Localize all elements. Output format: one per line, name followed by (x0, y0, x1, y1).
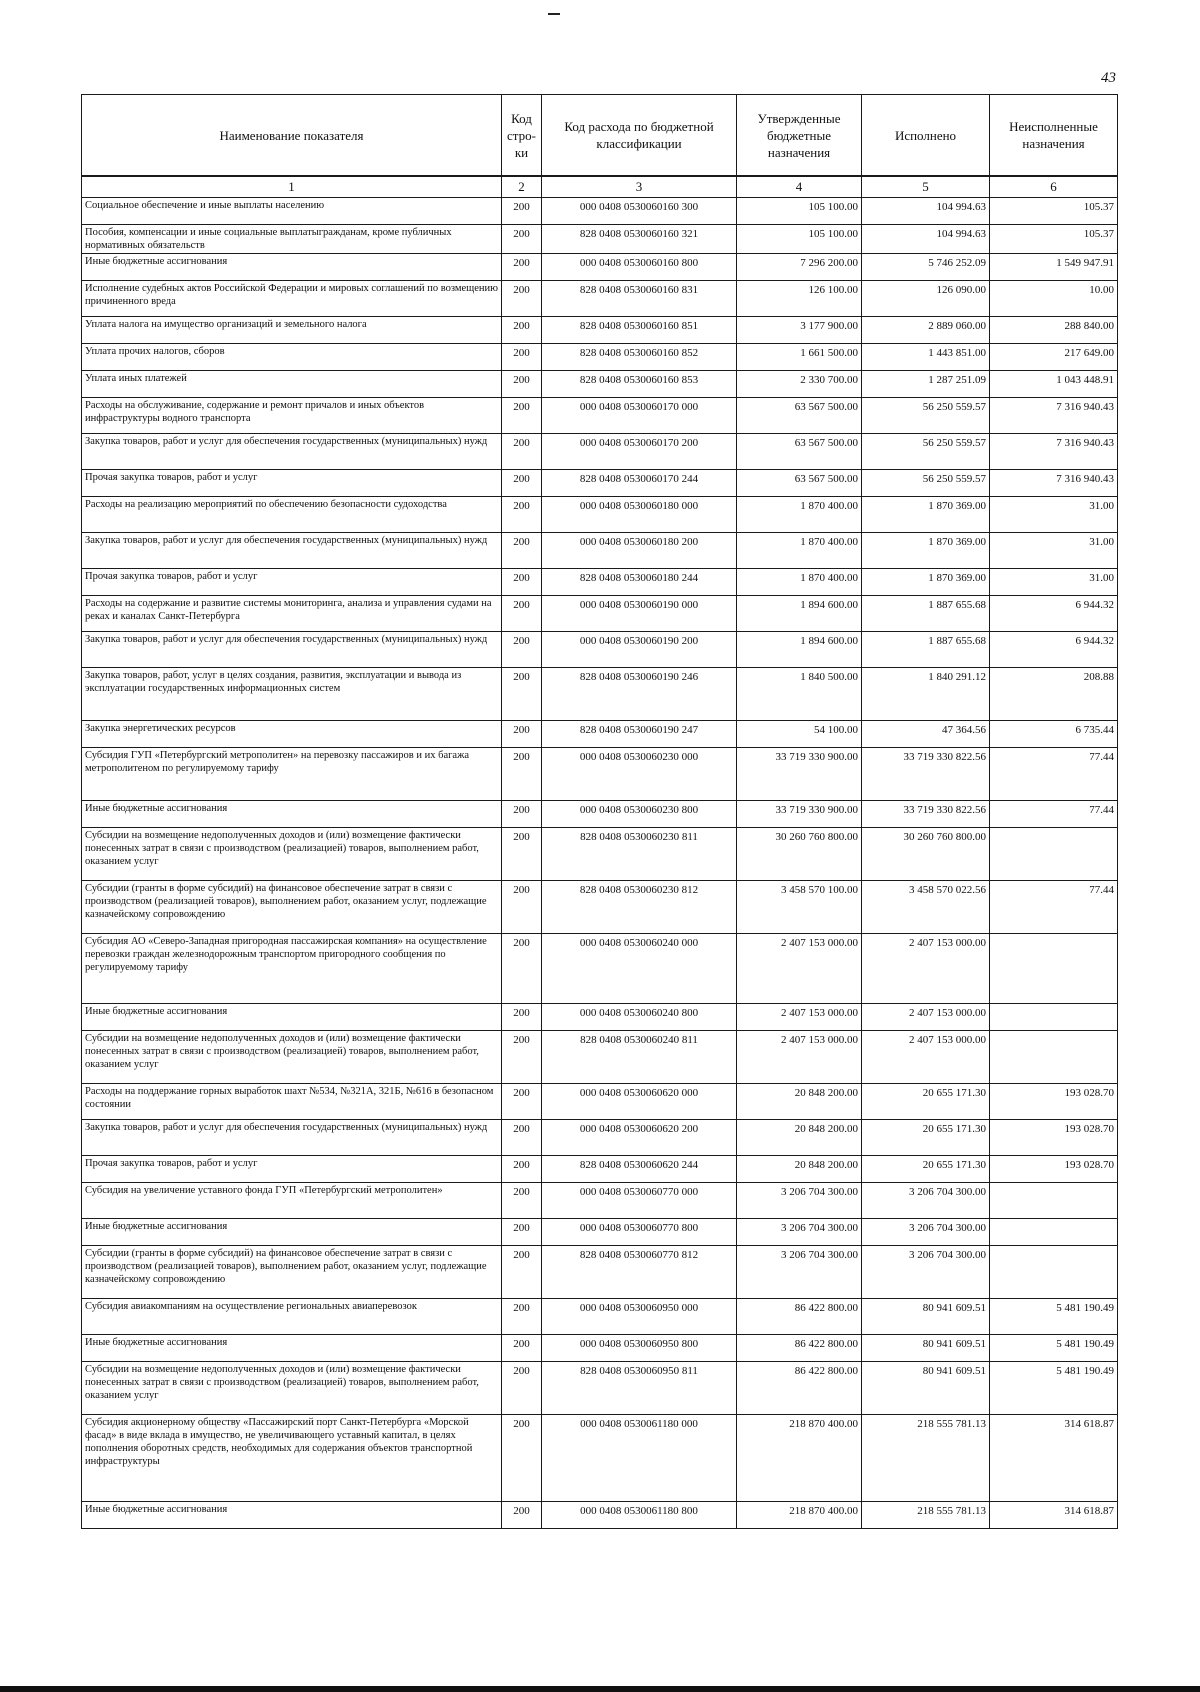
row-approved-cell: 86 422 800.00 (737, 1299, 862, 1335)
column-number: 2 (502, 176, 542, 198)
row-kbk-cell: 000 0408 0530061180 000 (542, 1415, 737, 1502)
row-name-cell: Иные бюджетные ассигнования (82, 1004, 502, 1031)
table-row (82, 748, 1118, 801)
row-approved-cell: 218 870 400.00 (737, 1415, 862, 1502)
row-kbk-cell: 000 0408 0530060620 200 (542, 1120, 737, 1156)
row-approved-cell: 2 407 153 000.00 (737, 934, 862, 1004)
row-kbk-cell: 828 0408 0530060620 244 (542, 1156, 737, 1183)
row-unexecuted-cell: 193 028.70 (990, 1084, 1118, 1120)
row-executed-cell: 33 719 330 822.56 (862, 801, 990, 828)
table-row (82, 533, 1118, 569)
row-name-cell: Иные бюджетные ассигнования (82, 1502, 502, 1529)
row-name-cell: Уплата иных платежей (82, 371, 502, 398)
page-number: 43 (1101, 70, 1116, 86)
row-unexecuted-cell (990, 1031, 1118, 1084)
table-row (82, 569, 1118, 596)
row-name-cell: Субсидии на возмещение недополученных доходов и (или) возмещение фактически понесенных затрат в связи с производством (реализацией) товаров, выполнением работ, оказанием услуг (82, 1031, 502, 1084)
row-unexecuted-cell: 31.00 (990, 497, 1118, 533)
row-code-cell: 200 (502, 225, 542, 254)
row-kbk-cell: 828 0408 0530060160 831 (542, 281, 737, 317)
row-code-cell: 200 (502, 470, 542, 497)
row-kbk-cell: 828 0408 0530060230 812 (542, 881, 737, 934)
row-kbk-cell: 828 0408 0530060170 244 (542, 470, 737, 497)
row-executed-cell: 80 941 609.51 (862, 1362, 990, 1415)
row-approved-cell: 33 719 330 900.00 (737, 748, 862, 801)
row-executed-cell: 1 870 369.00 (862, 533, 990, 569)
table-row (82, 1031, 1118, 1084)
row-code-cell: 200 (502, 632, 542, 668)
row-executed-cell: 5 746 252.09 (862, 254, 990, 281)
table-row (82, 721, 1118, 748)
row-executed-cell: 1 887 655.68 (862, 596, 990, 632)
table-row (82, 1335, 1118, 1362)
row-name-cell: Субсидии (гранты в форме субсидий) на финансовое обеспечение затрат в связи с производством (реализацией товаров), выполнением работ, оказанием услуг, подлежащие казначейскому сопровождению (82, 881, 502, 934)
row-unexecuted-cell: 77.44 (990, 801, 1118, 828)
row-executed-cell: 218 555 781.13 (862, 1502, 990, 1529)
row-name-cell: Субсидия авиакомпаниям на осуществление региональных авиаперевозок (82, 1299, 502, 1335)
table-body (82, 198, 1118, 1529)
row-unexecuted-cell: 7 316 940.43 (990, 398, 1118, 434)
column-number: 6 (990, 176, 1118, 198)
row-name-cell: Расходы на поддержание горных выработок шахт №534, №321А, 321Б, №616 в безопасном состоянии (82, 1084, 502, 1120)
row-name-cell: Закупка товаров, работ, услуг в целях создания, развития, эксплуатации и вывода из эксплуатации государственных информационных систем (82, 668, 502, 721)
table-row (82, 1362, 1118, 1415)
table-row (82, 1246, 1118, 1299)
row-code-cell: 200 (502, 254, 542, 281)
row-approved-cell: 1 840 500.00 (737, 668, 862, 721)
row-code-cell: 200 (502, 1084, 542, 1120)
table-row (82, 881, 1118, 934)
top-mark (548, 13, 560, 15)
row-code-cell: 200 (502, 1004, 542, 1031)
table-row (82, 371, 1118, 398)
row-name-cell: Иные бюджетные ассигнования (82, 254, 502, 281)
row-approved-cell: 2 330 700.00 (737, 371, 862, 398)
row-executed-cell: 218 555 781.13 (862, 1415, 990, 1502)
row-approved-cell: 1 870 400.00 (737, 497, 862, 533)
row-unexecuted-cell: 31.00 (990, 569, 1118, 596)
row-executed-cell: 1 840 291.12 (862, 668, 990, 721)
table-row (82, 470, 1118, 497)
row-executed-cell: 3 206 704 300.00 (862, 1183, 990, 1219)
row-unexecuted-cell (990, 934, 1118, 1004)
row-kbk-cell: 828 0408 0530060770 812 (542, 1246, 737, 1299)
row-approved-cell: 20 848 200.00 (737, 1084, 862, 1120)
row-unexecuted-cell: 105.37 (990, 198, 1118, 225)
row-executed-cell: 1 887 655.68 (862, 632, 990, 668)
row-executed-cell: 3 206 704 300.00 (862, 1219, 990, 1246)
row-code-cell: 200 (502, 721, 542, 748)
table-row (82, 596, 1118, 632)
row-name-cell: Иные бюджетные ассигнования (82, 801, 502, 828)
row-code-cell: 200 (502, 1120, 542, 1156)
row-approved-cell: 3 458 570 100.00 (737, 881, 862, 934)
table-row (82, 632, 1118, 668)
row-executed-cell: 2 407 153 000.00 (862, 1031, 990, 1084)
row-approved-cell: 105 100.00 (737, 225, 862, 254)
table-row (82, 1299, 1118, 1335)
row-unexecuted-cell: 6 944.32 (990, 632, 1118, 668)
row-approved-cell: 3 206 704 300.00 (737, 1246, 862, 1299)
row-kbk-cell: 000 0408 0530060160 300 (542, 198, 737, 225)
row-executed-cell: 56 250 559.57 (862, 470, 990, 497)
row-unexecuted-cell: 5 481 190.49 (990, 1299, 1118, 1335)
row-executed-cell: 30 260 760 800.00 (862, 828, 990, 881)
row-name-cell: Субсидии на возмещение недополученных доходов и (или) возмещение фактически понесенных затрат в связи с производством (реализацией) товаров, выполнением работ, оказанием услуг (82, 1362, 502, 1415)
row-kbk-cell: 000 0408 0530060190 000 (542, 596, 737, 632)
row-kbk-cell: 000 0408 0530060240 000 (542, 934, 737, 1004)
row-code-cell: 200 (502, 1183, 542, 1219)
table-row (82, 281, 1118, 317)
row-name-cell: Прочая закупка товаров, работ и услуг (82, 569, 502, 596)
row-code-cell: 200 (502, 198, 542, 225)
row-kbk-cell: 000 0408 0530060770 000 (542, 1183, 737, 1219)
row-name-cell: Закупка товаров, работ и услуг для обеспечения государственных (муниципальных) нужд (82, 434, 502, 470)
row-unexecuted-cell: 1 043 448.91 (990, 371, 1118, 398)
row-kbk-cell: 828 0408 0530060160 321 (542, 225, 737, 254)
row-approved-cell: 1 870 400.00 (737, 533, 862, 569)
row-name-cell: Закупка энергетических ресурсов (82, 721, 502, 748)
header-kbk: Код расхода по бюджетной классификации (542, 95, 737, 177)
row-approved-cell: 54 100.00 (737, 721, 862, 748)
row-name-cell: Расходы на реализацию мероприятий по обеспечению безопасности судоходства (82, 497, 502, 533)
row-code-cell: 200 (502, 801, 542, 828)
table-row (82, 668, 1118, 721)
row-unexecuted-cell: 77.44 (990, 881, 1118, 934)
row-unexecuted-cell: 288 840.00 (990, 317, 1118, 344)
row-name-cell: Прочая закупка товаров, работ и услуг (82, 1156, 502, 1183)
row-kbk-cell: 000 0408 0530060620 000 (542, 1084, 737, 1120)
row-code-cell: 200 (502, 934, 542, 1004)
row-unexecuted-cell (990, 1004, 1118, 1031)
header-name: Наименование показателя (82, 95, 502, 177)
table-row (82, 497, 1118, 533)
row-code-cell: 200 (502, 434, 542, 470)
column-number: 3 (542, 176, 737, 198)
row-unexecuted-cell: 314 618.87 (990, 1502, 1118, 1529)
table-row (82, 1219, 1118, 1246)
row-unexecuted-cell: 314 618.87 (990, 1415, 1118, 1502)
row-approved-cell: 3 177 900.00 (737, 317, 862, 344)
row-kbk-cell: 000 0408 0530060180 000 (542, 497, 737, 533)
header-executed: Исполнено (862, 95, 990, 177)
column-number: 1 (82, 176, 502, 198)
row-executed-cell: 126 090.00 (862, 281, 990, 317)
row-code-cell: 200 (502, 371, 542, 398)
table-row (82, 398, 1118, 434)
row-executed-cell: 104 994.63 (862, 225, 990, 254)
row-unexecuted-cell (990, 1219, 1118, 1246)
row-name-cell: Субсидия на увеличение уставного фонда ГУП «Петербургский метрополитен» (82, 1183, 502, 1219)
row-unexecuted-cell: 31.00 (990, 533, 1118, 569)
row-code-cell: 200 (502, 668, 542, 721)
row-name-cell: Субсидия акционерному обществу «Пассажирский порт Санкт-Петербурга «Морской фасад» в виде вклада в имущество, не увеличивающего уставный капитал, в целях пополнения оборотных средств, необходимых для содержания объектов транспортной инфраструктуры (82, 1415, 502, 1502)
row-code-cell: 200 (502, 1335, 542, 1362)
table-row (82, 1120, 1118, 1156)
row-kbk-cell: 000 0408 0530060230 800 (542, 801, 737, 828)
row-executed-cell: 47 364.56 (862, 721, 990, 748)
row-name-cell: Закупка товаров, работ и услуг для обеспечения государственных (муниципальных) нужд (82, 632, 502, 668)
row-approved-cell: 1 894 600.00 (737, 596, 862, 632)
row-kbk-cell: 828 0408 0530060190 246 (542, 668, 737, 721)
row-code-cell: 200 (502, 1219, 542, 1246)
header-code: Код стро- ки (502, 95, 542, 177)
table-row (82, 1502, 1118, 1529)
row-unexecuted-cell: 10.00 (990, 281, 1118, 317)
row-unexecuted-cell: 5 481 190.49 (990, 1362, 1118, 1415)
table-row (82, 1415, 1118, 1502)
table-row (82, 1004, 1118, 1031)
row-executed-cell: 20 655 171.30 (862, 1156, 990, 1183)
row-unexecuted-cell (990, 1246, 1118, 1299)
bottom-border-bar (0, 1686, 1200, 1692)
row-code-cell: 200 (502, 596, 542, 632)
row-executed-cell: 1 870 369.00 (862, 497, 990, 533)
row-approved-cell: 30 260 760 800.00 (737, 828, 862, 881)
row-executed-cell: 3 458 570 022.56 (862, 881, 990, 934)
row-unexecuted-cell: 1 549 947.91 (990, 254, 1118, 281)
row-executed-cell: 1 287 251.09 (862, 371, 990, 398)
row-code-cell: 200 (502, 497, 542, 533)
row-approved-cell: 1 894 600.00 (737, 632, 862, 668)
row-code-cell: 200 (502, 1031, 542, 1084)
row-kbk-cell: 828 0408 0530060180 244 (542, 569, 737, 596)
row-name-cell: Закупка товаров, работ и услуг для обеспечения государственных (муниципальных) нужд (82, 533, 502, 569)
table-row (82, 317, 1118, 344)
row-code-cell: 200 (502, 828, 542, 881)
row-kbk-cell: 000 0408 0530060950 000 (542, 1299, 737, 1335)
row-name-cell: Субсидия АО «Северо-Западная пригородная пассажирская компания» на осуществление перевозки граждан железнодорожным транспортом пригородного сообщения по регулируемому тарифу (82, 934, 502, 1004)
row-code-cell: 200 (502, 1299, 542, 1335)
row-code-cell: 200 (502, 748, 542, 801)
header-row (82, 95, 1118, 177)
table-row (82, 1183, 1118, 1219)
row-approved-cell: 63 567 500.00 (737, 434, 862, 470)
row-kbk-cell: 828 0408 0530060230 811 (542, 828, 737, 881)
row-kbk-cell: 000 0408 0530060230 000 (542, 748, 737, 801)
row-approved-cell: 33 719 330 900.00 (737, 801, 862, 828)
row-kbk-cell: 828 0408 0530060160 851 (542, 317, 737, 344)
row-executed-cell: 2 889 060.00 (862, 317, 990, 344)
row-executed-cell: 33 719 330 822.56 (862, 748, 990, 801)
row-name-cell: Субсидии (гранты в форме субсидий) на финансовое обеспечение затрат в связи с производством (реализацией товаров), выполнением работ, оказанием услуг, подлежащие казначейскому сопровождению (82, 1246, 502, 1299)
row-kbk-cell: 828 0408 0530060160 853 (542, 371, 737, 398)
column-number: 5 (862, 176, 990, 198)
row-unexecuted-cell: 193 028.70 (990, 1120, 1118, 1156)
row-code-cell: 200 (502, 881, 542, 934)
row-executed-cell: 1 443 851.00 (862, 344, 990, 371)
row-kbk-cell: 000 0408 0530060170 000 (542, 398, 737, 434)
row-approved-cell: 2 407 153 000.00 (737, 1031, 862, 1084)
budget-execution-table (81, 94, 1118, 1529)
row-approved-cell: 1 661 500.00 (737, 344, 862, 371)
row-approved-cell: 86 422 800.00 (737, 1362, 862, 1415)
table-row (82, 801, 1118, 828)
row-executed-cell: 56 250 559.57 (862, 434, 990, 470)
row-kbk-cell: 828 0408 0530060950 811 (542, 1362, 737, 1415)
row-code-cell: 200 (502, 317, 542, 344)
row-code-cell: 200 (502, 1156, 542, 1183)
column-number: 4 (737, 176, 862, 198)
row-unexecuted-cell (990, 1183, 1118, 1219)
row-code-cell: 200 (502, 1246, 542, 1299)
row-name-cell: Субсидии на возмещение недополученных доходов и (или) возмещение фактически понесенных затрат в связи с производством (реализацией) товаров, выполнением работ, оказанием услуг (82, 828, 502, 881)
row-code-cell: 200 (502, 533, 542, 569)
table-row (82, 225, 1118, 254)
row-code-cell: 200 (502, 344, 542, 371)
row-name-cell: Уплата налога на имущество организаций и земельного налога (82, 317, 502, 344)
row-name-cell: Расходы на обслуживание, содержание и ремонт причалов и иных объектов инфраструктуры водного транспорта (82, 398, 502, 434)
row-executed-cell: 3 206 704 300.00 (862, 1246, 990, 1299)
row-kbk-cell: 000 0408 0530060160 800 (542, 254, 737, 281)
row-kbk-cell: 000 0408 0530060950 800 (542, 1335, 737, 1362)
row-code-cell: 200 (502, 281, 542, 317)
row-kbk-cell: 000 0408 0530060170 200 (542, 434, 737, 470)
row-name-cell: Закупка товаров, работ и услуг для обеспечения государственных (муниципальных) нужд (82, 1120, 502, 1156)
row-executed-cell: 80 941 609.51 (862, 1335, 990, 1362)
row-kbk-cell: 828 0408 0530060160 852 (542, 344, 737, 371)
row-executed-cell: 80 941 609.51 (862, 1299, 990, 1335)
row-code-cell: 200 (502, 1502, 542, 1529)
row-name-cell: Пособия, компенсации и иные социальные выплатыгражданам, кроме публичных нормативных обязательств (82, 225, 502, 254)
row-approved-cell: 20 848 200.00 (737, 1156, 862, 1183)
row-approved-cell: 7 296 200.00 (737, 254, 862, 281)
row-executed-cell: 2 407 153 000.00 (862, 934, 990, 1004)
row-unexecuted-cell: 77.44 (990, 748, 1118, 801)
row-executed-cell: 104 994.63 (862, 198, 990, 225)
row-unexecuted-cell: 208.88 (990, 668, 1118, 721)
row-name-cell: Иные бюджетные ассигнования (82, 1335, 502, 1362)
row-kbk-cell: 000 0408 0530060240 800 (542, 1004, 737, 1031)
row-approved-cell: 20 848 200.00 (737, 1120, 862, 1156)
row-name-cell: Иные бюджетные ассигнования (82, 1219, 502, 1246)
table-row (82, 1084, 1118, 1120)
row-kbk-cell: 000 0408 0530060770 800 (542, 1219, 737, 1246)
row-code-cell: 200 (502, 1415, 542, 1502)
row-name-cell: Расходы на содержание и развитие системы мониторинга, анализа и управления судами на реках и каналах Санкт-Петербурга (82, 596, 502, 632)
row-unexecuted-cell: 193 028.70 (990, 1156, 1118, 1183)
table-row (82, 198, 1118, 225)
row-kbk-cell: 828 0408 0530060190 247 (542, 721, 737, 748)
row-executed-cell: 20 655 171.30 (862, 1084, 990, 1120)
table-row (82, 344, 1118, 371)
row-unexecuted-cell: 6 735.44 (990, 721, 1118, 748)
row-name-cell: Социальное обеспечение и иные выплаты населению (82, 198, 502, 225)
row-executed-cell: 20 655 171.30 (862, 1120, 990, 1156)
row-code-cell: 200 (502, 1362, 542, 1415)
header-approved: Утвержденные бюджетные назначения (737, 95, 862, 177)
table-row (82, 828, 1118, 881)
row-unexecuted-cell (990, 828, 1118, 881)
row-name-cell: Уплата прочих налогов, сборов (82, 344, 502, 371)
row-kbk-cell: 000 0408 0530060180 200 (542, 533, 737, 569)
row-approved-cell: 63 567 500.00 (737, 398, 862, 434)
row-code-cell: 200 (502, 569, 542, 596)
row-executed-cell: 1 870 369.00 (862, 569, 990, 596)
row-kbk-cell: 000 0408 0530060190 200 (542, 632, 737, 668)
row-name-cell: Прочая закупка товаров, работ и услуг (82, 470, 502, 497)
column-number-row (82, 176, 1118, 198)
table-row (82, 934, 1118, 1004)
header-unexecuted: Неисполненные назначения (990, 95, 1118, 177)
row-executed-cell: 2 407 153 000.00 (862, 1004, 990, 1031)
row-code-cell: 200 (502, 398, 542, 434)
row-approved-cell: 86 422 800.00 (737, 1335, 862, 1362)
row-name-cell: Исполнение судебных актов Российской Федерации и мировых соглашений по возмещению причиненного вреда (82, 281, 502, 317)
row-approved-cell: 1 870 400.00 (737, 569, 862, 596)
row-approved-cell: 105 100.00 (737, 198, 862, 225)
table-row (82, 434, 1118, 470)
table-row (82, 1156, 1118, 1183)
row-name-cell: Субсидия ГУП «Петербургский метрополитен» на перевозку пассажиров и их багажа метрополитеном по регулируемому тарифу (82, 748, 502, 801)
row-approved-cell: 63 567 500.00 (737, 470, 862, 497)
row-unexecuted-cell: 5 481 190.49 (990, 1335, 1118, 1362)
row-unexecuted-cell: 7 316 940.43 (990, 470, 1118, 497)
row-approved-cell: 126 100.00 (737, 281, 862, 317)
row-unexecuted-cell: 105.37 (990, 225, 1118, 254)
row-unexecuted-cell: 217 649.00 (990, 344, 1118, 371)
row-approved-cell: 3 206 704 300.00 (737, 1219, 862, 1246)
row-unexecuted-cell: 6 944.32 (990, 596, 1118, 632)
row-unexecuted-cell: 7 316 940.43 (990, 434, 1118, 470)
row-approved-cell: 2 407 153 000.00 (737, 1004, 862, 1031)
row-executed-cell: 56 250 559.57 (862, 398, 990, 434)
row-approved-cell: 218 870 400.00 (737, 1502, 862, 1529)
row-approved-cell: 3 206 704 300.00 (737, 1183, 862, 1219)
row-kbk-cell: 828 0408 0530060240 811 (542, 1031, 737, 1084)
row-kbk-cell: 000 0408 0530061180 800 (542, 1502, 737, 1529)
table-row (82, 254, 1118, 281)
